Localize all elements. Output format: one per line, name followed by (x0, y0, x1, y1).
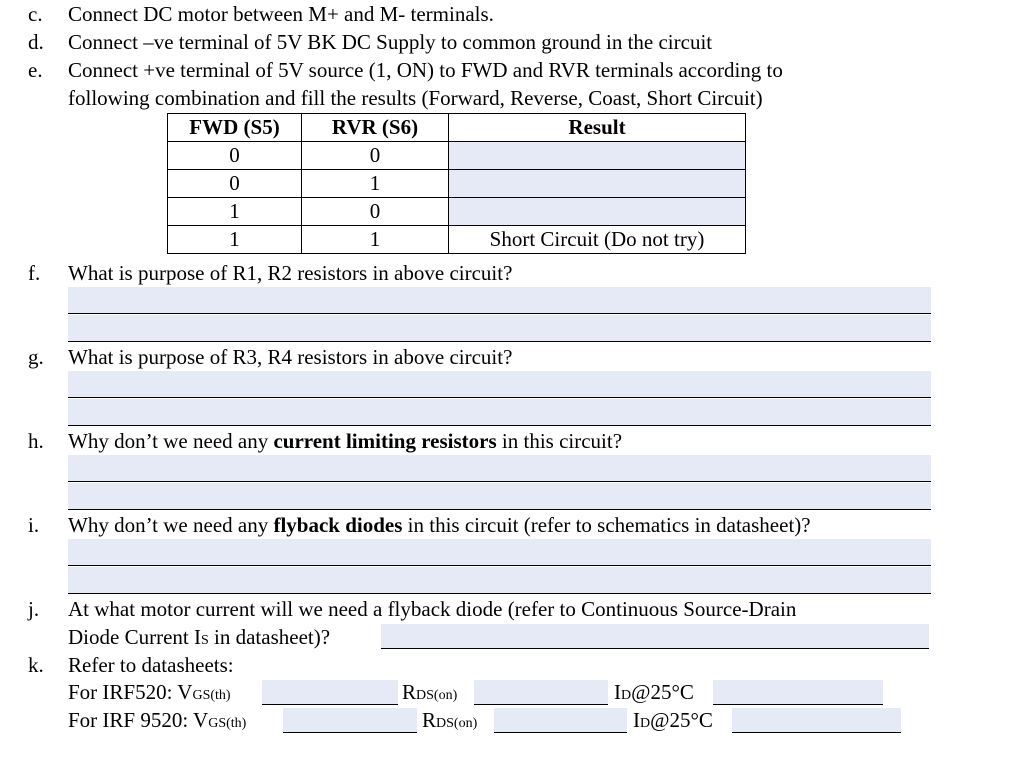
answer-field-g-2[interactable] (68, 399, 931, 426)
irf520-id-label: ID@25°C (614, 680, 694, 704)
item-marker-f: f. (28, 261, 41, 285)
item-marker-i: i. (28, 513, 40, 537)
item-k-text: Refer to datasheets: (68, 653, 234, 677)
cell-result: Short Circuit (Do not try) (449, 226, 746, 254)
item-g-text: What is purpose of R3, R4 resistors in above circuit? (68, 345, 513, 369)
item-marker-d: d. (28, 30, 44, 54)
item-e-line1: Connect +ve terminal of 5V source (1, ON) to FWD and RVR terminals according to (68, 58, 783, 82)
item-marker-e: e. (28, 58, 43, 82)
irf520-id-field[interactable] (713, 680, 883, 705)
answer-field-i-2[interactable] (68, 567, 931, 594)
irf9520-rds-field[interactable] (494, 708, 627, 733)
cell-rvr: 1 (302, 226, 449, 254)
item-marker-c: c. (28, 2, 43, 26)
irf520-rds-label: RDS(on) (402, 680, 458, 704)
header-result: Result (449, 114, 746, 142)
results-table (167, 113, 746, 254)
cell-rvr: 0 (302, 198, 449, 226)
item-marker-j: j. (28, 597, 40, 621)
item-e-line2: following combination and fill the results (Forward, Reverse, Coast, Short Circuit) (68, 86, 763, 110)
header-fwd: FWD (S5) (168, 114, 302, 142)
table-row (168, 142, 746, 170)
answer-field-f-1[interactable] (68, 287, 931, 314)
item-marker-g: g. (28, 345, 44, 369)
item-d-text: Connect –ve terminal of 5V BK DC Supply to common ground in the circuit (68, 30, 713, 54)
irf9520-vgs-field[interactable] (283, 708, 417, 733)
item-f-text: What is purpose of R1, R2 resistors in above circuit? (68, 261, 513, 285)
irf520-vgs-label: For IRF520: VGS(th) (68, 680, 231, 704)
result-field[interactable] (449, 142, 746, 170)
item-i-text: Why don’t we need any flyback diodes in this circuit (refer to schematics in datasheet)? (68, 513, 811, 537)
cell-rvr: 0 (302, 142, 449, 170)
answer-field-f-2[interactable] (68, 315, 931, 342)
answer-field-h-2[interactable] (68, 483, 931, 510)
irf9520-vgs-label: For IRF 9520: VGS(th) (68, 708, 247, 732)
table-header-row (168, 114, 746, 142)
item-c-text: Connect DC motor between M+ and M- terminals. (68, 2, 494, 26)
cell-fwd: 0 (168, 170, 302, 198)
item-marker-k: k. (28, 653, 44, 677)
answer-field-g-1[interactable] (68, 371, 931, 398)
irf520-rds-field[interactable] (474, 680, 608, 705)
result-field[interactable] (449, 198, 746, 226)
cell-fwd: 0 (168, 142, 302, 170)
answer-field-h-1[interactable] (68, 455, 931, 482)
item-j-line1: At what motor current will we need a flyback diode (refer to Continuous Source-Drain (68, 597, 797, 621)
item-j-line2: Diode Current IS in datasheet)? (68, 625, 331, 649)
cell-fwd: 1 (168, 226, 302, 254)
irf9520-id-label: ID@25°C (633, 708, 713, 732)
header-rvr: RVR (S6) (302, 114, 449, 142)
item-marker-h: h. (28, 429, 44, 453)
cell-fwd: 1 (168, 198, 302, 226)
table-row (168, 198, 746, 226)
irf9520-rds-label: RDS(on) (422, 708, 478, 732)
item-h-text: Why don’t we need any current limiting resistors in this circuit? (68, 429, 623, 453)
irf9520-id-field[interactable] (732, 708, 901, 733)
irf520-vgs-field[interactable] (262, 680, 398, 705)
result-field[interactable] (449, 170, 746, 198)
answer-field-j[interactable] (381, 624, 929, 649)
answer-field-i-1[interactable] (68, 539, 931, 566)
cell-rvr: 1 (302, 170, 449, 198)
table-row (168, 170, 746, 198)
table-row (168, 226, 746, 254)
